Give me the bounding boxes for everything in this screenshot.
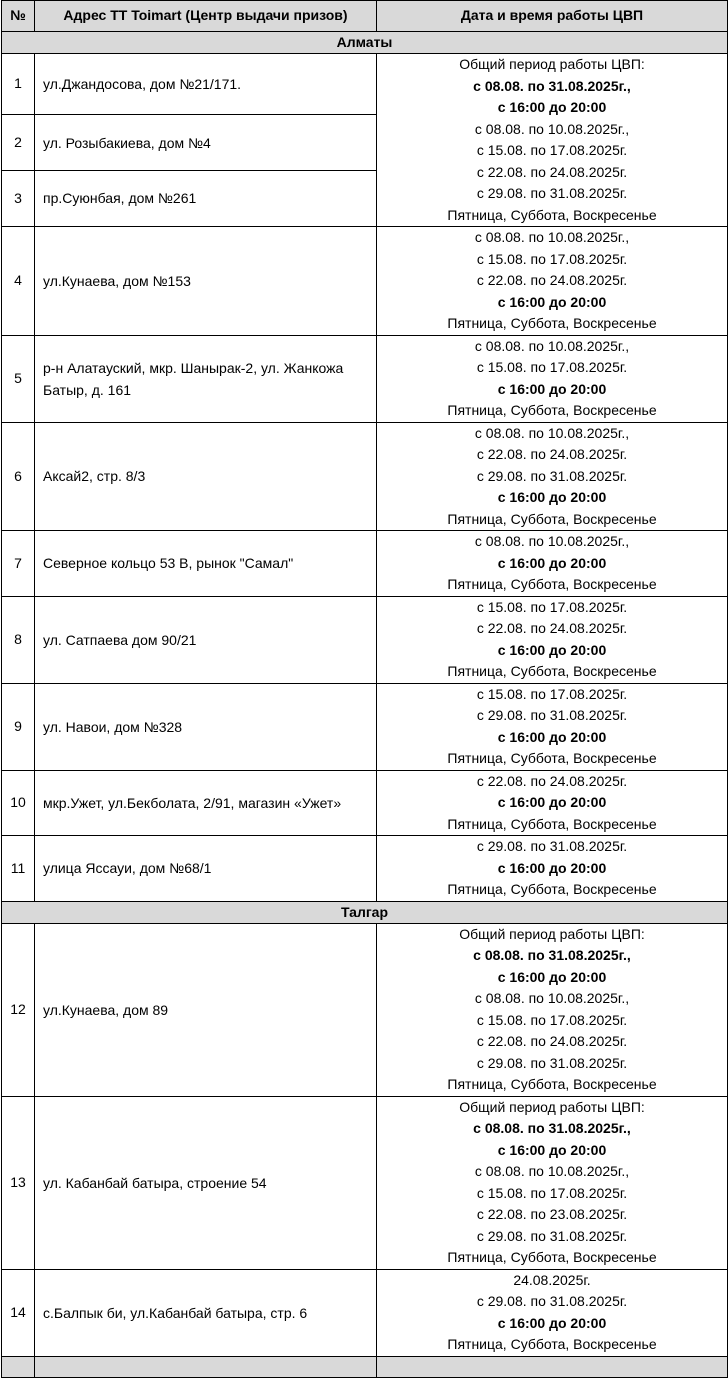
row-num: 7 xyxy=(2,531,35,597)
schedule-line: с 16:00 до 20:00 xyxy=(497,554,607,571)
schedule-line: Пятница, Суббота, Воскресенье xyxy=(447,510,657,527)
schedule-line: с 16:00 до 20:00 xyxy=(497,859,607,876)
row-address: ул. Розыбакиева, дом №4 xyxy=(35,115,377,170)
hours-cell xyxy=(377,1269,728,1356)
schedule-line: Пятница, Суббота, Воскресенье xyxy=(447,1076,657,1092)
empty-cell xyxy=(377,1356,728,1377)
row-num: 6 xyxy=(2,422,35,531)
hours-cell xyxy=(377,1096,728,1269)
schedule-line: с 16:00 до 20:00 xyxy=(497,794,607,810)
schedule-line: с 15.08. по 17.08.2025г. xyxy=(476,359,628,375)
schedule-line: с 08.08. по 10.08.2025г., xyxy=(474,424,630,441)
table-row xyxy=(2,923,728,1096)
schedule-line: Пятница, Суббота, Воскресенье xyxy=(447,750,657,766)
hours-cell xyxy=(377,596,728,683)
hours-cell xyxy=(377,770,728,836)
schedule-line: с 22.08. по 24.08.2025г. xyxy=(476,446,628,462)
row-num: 13 xyxy=(2,1096,35,1269)
schedule-line: с 15.08. по 17.08.2025г. xyxy=(476,598,628,615)
schedule-line: Общий период работы ЦВП: xyxy=(459,925,645,942)
schedule-line: с 16:00 до 20:00 xyxy=(497,293,607,310)
empty-row xyxy=(2,1356,728,1377)
schedule-line: с 29.08. по 31.08.2025г. xyxy=(476,707,628,723)
row-address: ул. Сатпаева дом 90/21 xyxy=(35,596,377,683)
header-num: № xyxy=(2,1,35,32)
city-name: Талгар xyxy=(2,901,728,923)
schedule-line: с 15.08. по 17.08.2025г. xyxy=(476,142,628,158)
schedule-line: с 16:00 до 20:00 xyxy=(497,380,607,397)
row-num: 8 xyxy=(2,596,35,683)
header-row xyxy=(2,1,728,32)
row-address: ул. Навои, дом №328 xyxy=(35,683,377,770)
schedule-line: с 22.08. по 24.08.2025г. xyxy=(476,163,628,180)
row-num: 2 xyxy=(2,115,35,170)
row-address: ул.Кунаева, дом 89 xyxy=(35,923,377,1096)
row-num: 5 xyxy=(2,335,35,422)
hours-cell xyxy=(377,422,728,531)
schedule-line: с 29.08. по 31.08.2025г. xyxy=(476,1054,628,1071)
row-address: ул.Кунаева, дом №153 xyxy=(35,227,377,336)
schedule-line: с 16:00 до 20:00 xyxy=(497,1141,607,1158)
schedule-line: с 15.08. по 17.08.2025г. xyxy=(476,1011,628,1028)
table-row xyxy=(2,596,728,683)
schedule-line: Пятница, Суббота, Воскресенье xyxy=(447,315,657,331)
schedule-line: Пятница, Суббота, Воскресенье xyxy=(447,1336,657,1352)
row-address: с.Балпык би, ул.Кабанбай батыра, стр. 6 xyxy=(35,1269,377,1356)
schedule-line: с 29.08. по 31.08.2025г. xyxy=(476,1227,628,1244)
city-row-talgar xyxy=(2,901,728,923)
table-row xyxy=(2,335,728,422)
schedule-line: с 15.08. по 17.08.2025г. xyxy=(476,250,628,267)
schedule-line: с 08.08. по 10.08.2025г., xyxy=(474,120,630,137)
schedule-line: с 16:00 до 20:00 xyxy=(497,968,607,985)
table-row xyxy=(2,683,728,770)
city-row-almaty xyxy=(2,32,728,54)
table-row xyxy=(2,531,728,597)
row-address: улица Яссауи, дом №68/1 xyxy=(35,836,377,902)
row-num: 3 xyxy=(2,170,35,226)
hours-cell xyxy=(377,531,728,597)
schedule-line: Пятница, Суббота, Воскресенье xyxy=(447,1249,657,1265)
row-address: ул.Джандосова, дом №21/171. xyxy=(35,54,377,115)
schedule-line: с 08.08. по 31.08.2025г., xyxy=(473,77,631,94)
header-address: Адрес ТТ Toimart (Центр выдачи призов) xyxy=(35,1,377,32)
prize-centers-table xyxy=(1,0,728,1378)
schedule-line: с 16:00 до 20:00 xyxy=(497,1314,607,1331)
schedule-line: с 08.08. по 10.08.2025г., xyxy=(474,1163,630,1179)
row-address: Аксай2, стр. 8/3 xyxy=(35,422,377,531)
row-num: 9 xyxy=(2,683,35,770)
schedule-line: с 22.08. по 24.08.2025г. xyxy=(476,620,628,636)
schedule-line: с 08.08. по 10.08.2025г., xyxy=(474,533,630,549)
row-address: мкр.Ужет, ул.Бекболата, 2/91, магазин «Ужет» xyxy=(35,770,377,836)
table-row xyxy=(2,836,728,902)
table-row xyxy=(2,1269,728,1356)
schedule-line: 24.08.2025г. xyxy=(513,1271,591,1288)
schedule-line: с 08.08. по 10.08.2025г., xyxy=(474,337,630,354)
row-address: Северное кольцо 53 В, рынок "Самал" xyxy=(35,531,377,597)
hours-cell xyxy=(377,836,728,902)
schedule-line: с 15.08. по 17.08.2025г. xyxy=(476,1184,628,1201)
schedule-line: с 08.08. по 10.08.2025г., xyxy=(474,990,630,1006)
row-num: 11 xyxy=(2,836,35,902)
schedule-line: Пятница, Суббота, Воскресенье xyxy=(447,815,657,832)
table-row xyxy=(2,422,728,531)
row-address: р-н Алатауский, мкр. Шанырак-2, ул. Жанкожа Батыр, д. 161 xyxy=(35,335,377,422)
city-name: Алматы xyxy=(2,32,728,54)
schedule-line: Общий период работы ЦВП: xyxy=(459,56,645,72)
row-address: пр.Суюнбая, дом №261 xyxy=(35,170,377,226)
schedule-line: с 22.08. по 24.08.2025г. xyxy=(476,1033,628,1049)
row-num: 12 xyxy=(2,923,35,1096)
schedule-line: Пятница, Суббота, Воскресенье xyxy=(447,663,657,679)
schedule-line: с 22.08. по 24.08.2025г. xyxy=(476,272,628,288)
schedule-line: с 16:00 до 20:00 xyxy=(497,728,607,745)
schedule-line: с 29.08. по 31.08.2025г. xyxy=(476,838,628,854)
row-num: 10 xyxy=(2,770,35,836)
hours-cell xyxy=(377,923,728,1096)
schedule-line: с 16:00 до 20:00 xyxy=(497,99,607,115)
schedule-line: с 29.08. по 31.08.2025г. xyxy=(476,185,628,201)
row-num: 1 xyxy=(2,54,35,115)
schedule-line: Пятница, Суббота, Воскресенье xyxy=(447,881,657,897)
row-address: ул. Кабанбай батыра, строение 54 xyxy=(35,1096,377,1269)
schedule-line: Пятница, Суббота, Воскресенье xyxy=(447,576,657,592)
hours-cell xyxy=(377,683,728,770)
hours-cell xyxy=(377,227,728,336)
schedule-line: с 08.08. по 31.08.2025г., xyxy=(473,947,631,963)
schedule-line: с 29.08. по 31.08.2025г. xyxy=(476,467,628,484)
schedule-line: с 22.08. по 23.08.2025г. xyxy=(476,1206,628,1222)
schedule-line: с 15.08. по 17.08.2025г. xyxy=(476,685,628,702)
row-num: 4 xyxy=(2,227,35,336)
empty-cell xyxy=(35,1356,377,1377)
schedule-line: с 08.08. по 10.08.2025г., xyxy=(474,229,630,245)
table-row xyxy=(2,227,728,336)
hours-cell xyxy=(377,335,728,422)
schedule-line: с 22.08. по 24.08.2025г. xyxy=(476,772,628,789)
schedule-line: с 16:00 до 20:00 xyxy=(497,489,607,505)
schedule-line: Пятница, Суббота, Воскресенье xyxy=(447,402,657,418)
empty-cell xyxy=(2,1356,35,1377)
table-row xyxy=(2,54,728,115)
schedule-line: Общий период работы ЦВП: xyxy=(459,1098,645,1115)
hours-cell xyxy=(377,54,728,227)
schedule-line: с 16:00 до 20:00 xyxy=(497,641,607,658)
header-hours: Дата и время работы ЦВП xyxy=(377,1,728,32)
row-num: 14 xyxy=(2,1269,35,1356)
schedule-line: с 29.08. по 31.08.2025г. xyxy=(476,1293,628,1309)
table-row xyxy=(2,770,728,836)
schedule-line: Пятница, Суббота, Воскресенье xyxy=(447,206,657,223)
schedule-line: с 08.08. по 31.08.2025г., xyxy=(473,1120,631,1136)
table-row xyxy=(2,1096,728,1269)
